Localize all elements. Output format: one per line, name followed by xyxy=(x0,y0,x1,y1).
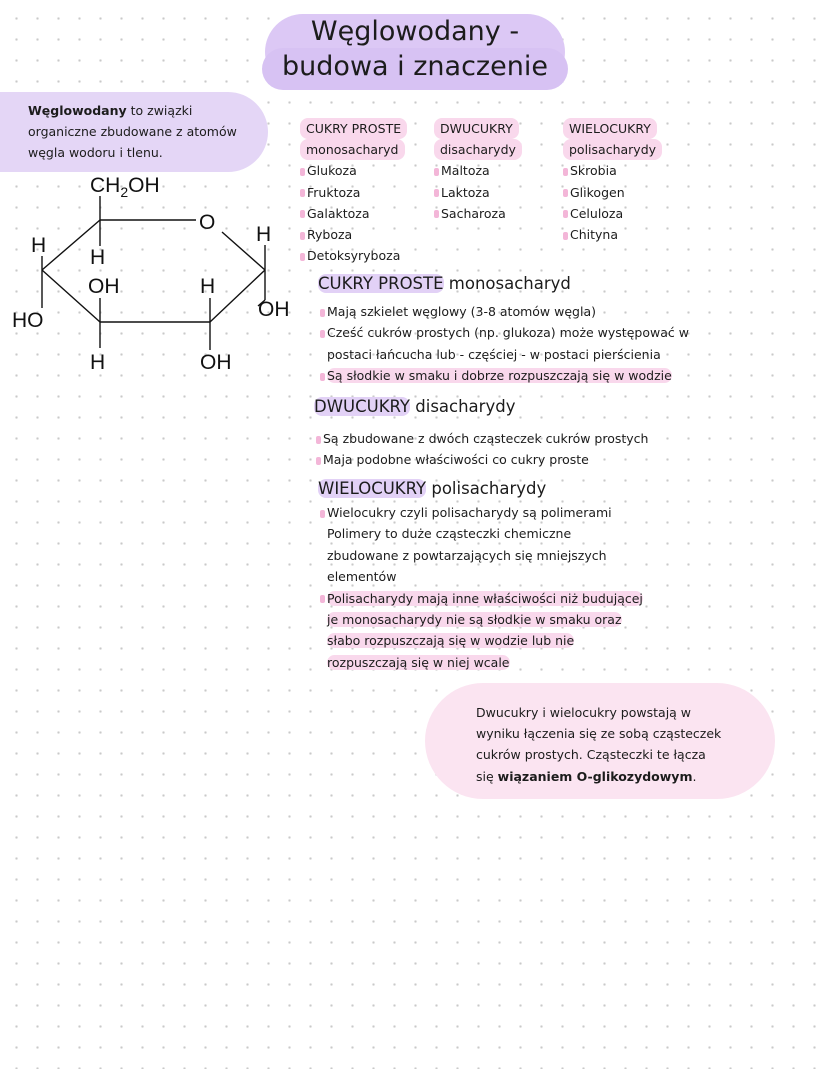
column-subheader: monosacharyd xyxy=(300,139,405,160)
list-item: Ryboza xyxy=(300,224,407,245)
page-title xyxy=(262,14,568,84)
list-item: Galaktoza xyxy=(300,203,407,224)
section-line: Mają szkielet węglowy (3-8 atomów węgla) xyxy=(320,301,689,322)
h-label-c1: H xyxy=(256,223,272,246)
column-header: WIELOCUKRY xyxy=(563,118,657,139)
bullet-icon xyxy=(316,457,321,465)
note-line-1: Dwucukry i wielocukry powstają w xyxy=(476,705,692,720)
section-line: zbudowane z powtarzających się mniejszych xyxy=(327,547,607,563)
list-item: Sacharoza xyxy=(434,203,522,224)
bullet-icon xyxy=(320,510,325,518)
bullet-icon xyxy=(320,309,325,317)
column-dwucukry xyxy=(434,118,522,224)
intro-line-2: organiczne zbudowane z atomów xyxy=(28,124,237,139)
section-line: Polimery to duże cząsteczki chemiczne xyxy=(327,526,572,542)
section-line: je monosacharydy nie są słodkie w smaku oraz xyxy=(327,612,622,628)
bullet-icon xyxy=(563,189,568,197)
title-line-2: budowa i znaczenie xyxy=(282,51,548,82)
bullet-icon xyxy=(563,168,568,176)
bullet-icon xyxy=(300,189,305,197)
bullet-icon xyxy=(300,210,305,218)
list-item: Skrobia xyxy=(563,160,662,181)
section-line: słabo rozpuszczają się w wodzie lub nie xyxy=(327,633,575,649)
note-text xyxy=(476,702,756,787)
ring-oxygen-label: O xyxy=(199,211,216,234)
bullet-icon xyxy=(563,210,568,218)
column-header: DWUCUKRY xyxy=(434,118,519,139)
note-line-4: się wiązaniem O-glikozydowym. xyxy=(476,768,697,784)
column-subheader: polisacharydy xyxy=(563,139,662,160)
column-cukry-proste xyxy=(300,118,407,266)
note-line-3: cukrów prostych. Cząsteczki te łącza xyxy=(476,747,706,763)
h-label-c3: H xyxy=(90,351,106,374)
section-dwucukry xyxy=(306,395,648,471)
bullet-icon xyxy=(434,168,439,176)
section-title: CUKRY PROSTE monosacharyd xyxy=(318,274,571,293)
ch2oh-label: $CH_2OH$ xyxy=(90,174,160,200)
ho-label-c4: HO xyxy=(12,309,44,332)
h-label-c5: H xyxy=(90,246,106,269)
bullet-icon xyxy=(434,189,439,197)
section-line: Są zbudowane z dwóch cząsteczek cukrów prostych xyxy=(316,428,648,449)
section-line: Maja podobne właściwości co cukry proste xyxy=(316,449,648,470)
list-item: Maltoza xyxy=(434,160,522,181)
list-item: Laktoza xyxy=(434,182,522,203)
section-title: WIELOCUKRY polisacharydy xyxy=(318,479,547,498)
bullet-icon xyxy=(316,436,321,444)
list-item: Glikogen xyxy=(563,182,662,203)
section-line: postaci łańcucha lub - częściej - w postaci pierścienia xyxy=(327,346,661,362)
oh-label-c2: OH xyxy=(200,351,232,374)
bullet-icon xyxy=(320,595,325,603)
glucose-structure-diagram xyxy=(0,165,300,380)
oh-label-c1: OH xyxy=(258,298,290,321)
column-header: CUKRY PROSTE xyxy=(300,118,407,139)
bullet-icon xyxy=(300,168,305,176)
h-label-c4: H xyxy=(31,234,47,257)
section-wielocukry xyxy=(310,477,643,673)
section-line: Wielocukry czyli polisacharydy są polimerami xyxy=(320,502,643,523)
oh-label-c3: OH xyxy=(88,275,120,298)
section-title: DWUCUKRY disacharydy xyxy=(314,397,516,416)
h-label-c2: H xyxy=(200,275,216,298)
bullet-icon xyxy=(563,232,568,240)
note-line-2: wyniku łączenia się ze sobą cząsteczek xyxy=(476,726,722,742)
list-item: Glukoza xyxy=(300,160,407,181)
list-item: Celuloza xyxy=(563,203,662,224)
bullet-icon xyxy=(300,253,305,261)
section-line: rozpuszczają się w niej wcale xyxy=(327,654,510,670)
column-wielocukry xyxy=(563,118,662,245)
title-line-1: Węglowodany - xyxy=(310,16,520,47)
section-line: Są słodkie w smaku i dobrze rozpuszczają się w wodzie xyxy=(320,365,689,386)
bullet-icon xyxy=(320,330,325,338)
bullet-icon xyxy=(434,210,439,218)
section-line: Polisacharydy mają inne właściwości niż budującej xyxy=(320,588,643,609)
list-item: Fruktoza xyxy=(300,182,407,203)
section-cukry-proste xyxy=(310,272,689,387)
section-line: Cześć cukrów prostych (np. glukoza) może występować w xyxy=(320,322,689,343)
intro-term: Węglowodany xyxy=(28,103,127,118)
bullet-icon xyxy=(320,373,325,381)
list-item: Detoksyryboza xyxy=(300,245,407,266)
bullet-icon xyxy=(300,232,305,240)
intro-text xyxy=(28,100,260,163)
intro-line-3: węgla wodoru i tlenu. xyxy=(28,145,163,160)
intro-line-1: to związki xyxy=(126,103,193,118)
column-subheader: disacharydy xyxy=(434,139,522,160)
section-line: elementów xyxy=(327,569,397,585)
list-item: Chityna xyxy=(563,224,662,245)
